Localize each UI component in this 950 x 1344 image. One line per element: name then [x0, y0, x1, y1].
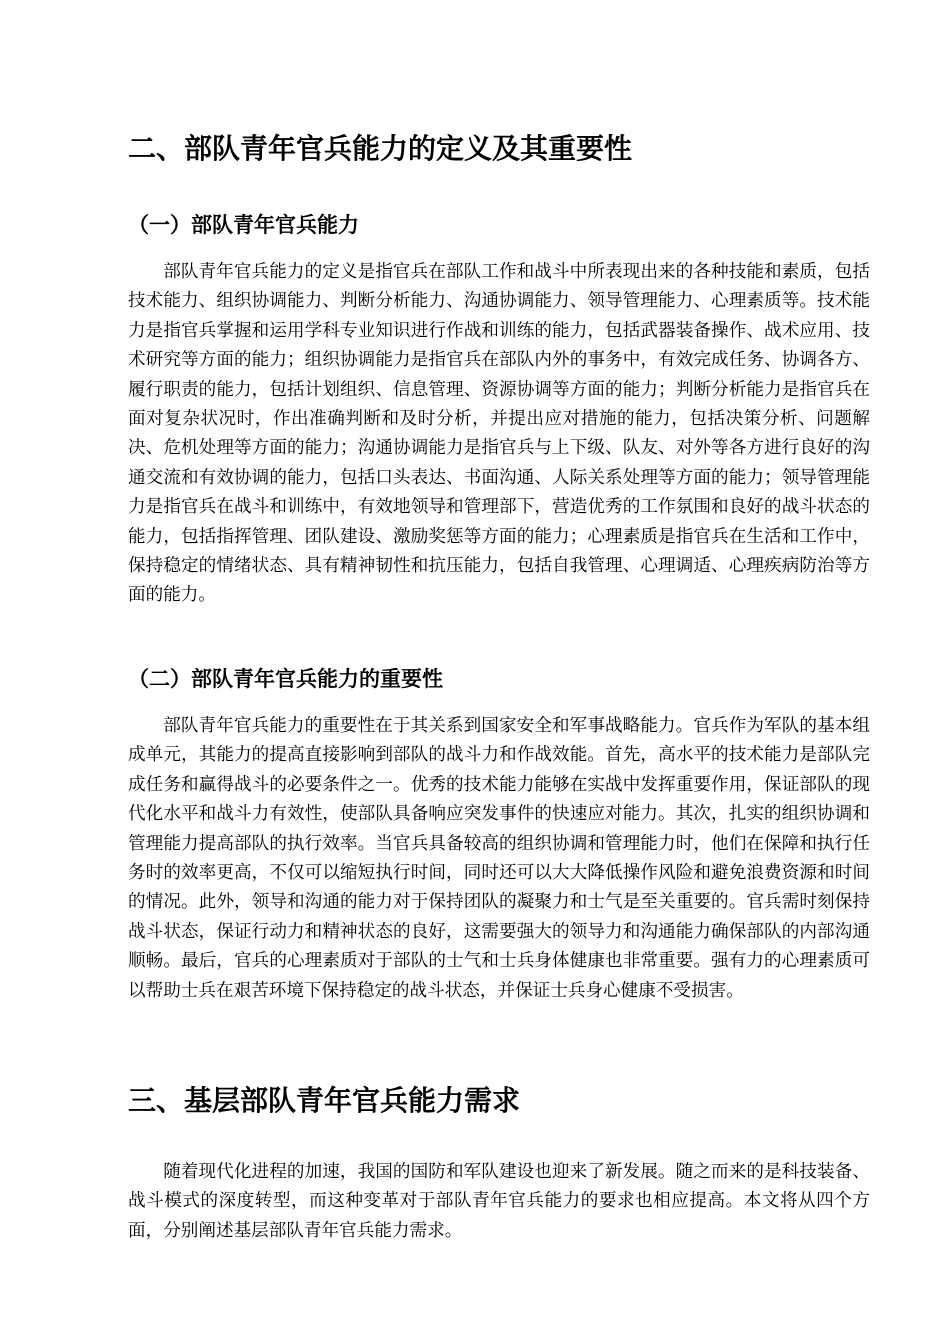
section-3-paragraph: 随着现代化进程的加速，我国的国防和军队建设也迎来了新发展。随之而来的是科技装备、战斗模式的深度转型，而这种变革对于部队青年官兵能力的要求也相应提高。本文将从四个方面，分别阐述基层部队青年官兵能力需求。: [128, 1162, 870, 1241]
subsection-2-1-paragraph: 部队青年官兵能力的定义是指官兵在部队工作和战斗中所表现出来的各种技能和素质，包括技术能力、组织协调能力、判断分析能力、沟通协调能力、领导管理能力、心理素质等。技术能力是指官兵掌握和运用学科专业知识进行作战和训练的能力，包括武器装备操作、战术应用、技术研究等方面的能力；组织协调能力是指官兵在部队内外的事务中，有效完成任务、协调各方、履行职责的能力，包括计划组织、信息管理、资源协调等方面的能力；判断分析能力是指官兵在面对复杂状况时，作出准确判断和及时分析，并提出应对措施的能力，包括决策分析、问题解决、危机处理等方面的能力；沟通协调能力是指官兵与上下级、队友、对外等各方进行良好的沟通交流和有效协调的能力，包括口头表达、书面沟通、人际关系处理等方面的能力；领导管理能力是指官兵在战斗和训练中，有效地领导和管理部下，营造优秀的工作氛围和良好的战斗状态的能力，包括指挥管理、团队建设、激励奖惩等方面的能力；心理素质是指官兵在生活和工作中，保持稳定的情绪状态、具有精神韧性和抗压能力，包括自我管理、心理调适、心理疾病防治等方面的能力。: [128, 262, 870, 606]
section-3-heading: 三、基层部队青年官兵能力需求: [128, 1084, 521, 1117]
subsection-2-1-heading: （一）部队青年官兵能力: [128, 213, 359, 237]
section-2-heading: 二、部队青年官兵能力的定义及其重要性: [128, 132, 633, 165]
subsection-2-2-paragraph: 部队青年官兵能力的重要性在于其关系到国家安全和军事战略能力。官兵作为军队的基本组成单元，其能力的提高直接影响到部队的战斗力和作战效能。首先，高水平的技术能力是部队完成任务和赢得战斗的必要条件之一。优秀的技术能力能够在实战中发挥重要作用，保证部队的现代化水平和战斗力有效性，使部队具备响应突发事件的快速应对能力。其次，扎实的组织协调和管理能力提高部队的执行效率。当官兵具备较高的组织协调和管理能力时，他们在保障和执行任务时的效率更高，不仅可以缩短执行时间，同时还可以大大降低操作风险和避免浪费资源和时间的情况。此外，领导和沟通的能力对于保持团队的凝聚力和士气是至关重要的。官兵需时刻保持战斗状态，保证行动力和精神状态的良好，这需要强大的领导力和沟通能力确保部队的内部沟通顺畅。最后，官兵的心理素质对于部队的士气和士兵身体健康也非常重要。强有力的心理素质可以帮助士兵在艰苦环境下保持稳定的战斗状态，并保证士兵身心健康不受损害。: [128, 716, 870, 1001]
subsection-2-2-heading: （二）部队青年官兵能力的重要性: [128, 667, 443, 691]
